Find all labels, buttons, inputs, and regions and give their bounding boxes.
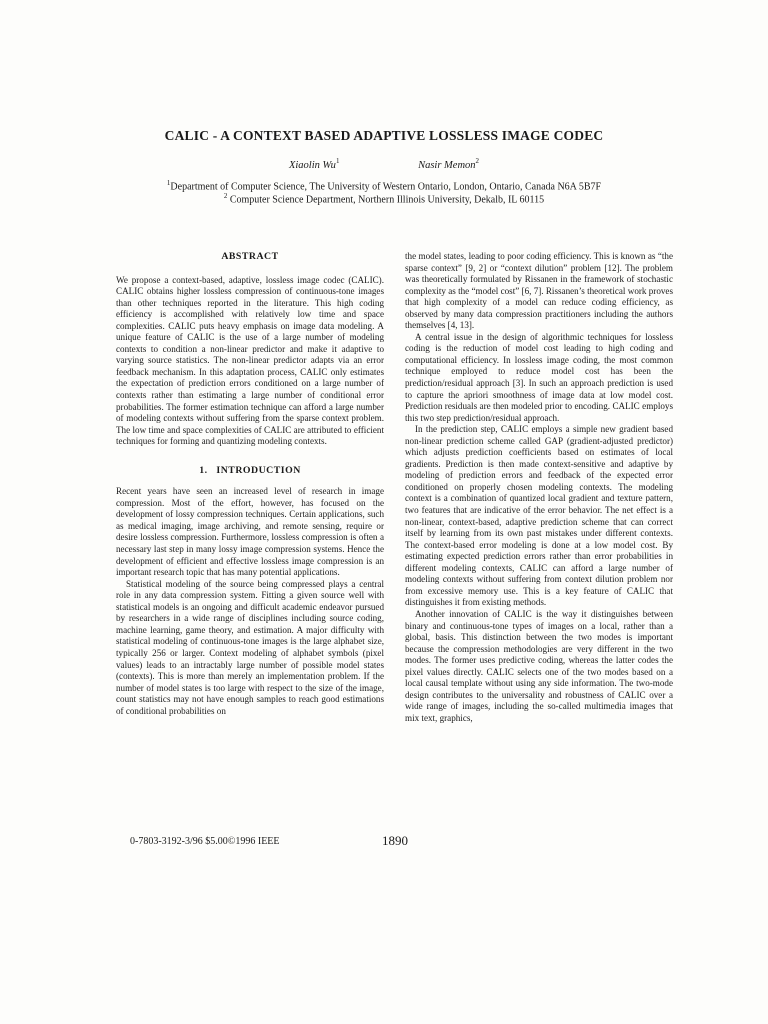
intro-paragraph: Statistical modeling of the source being compressed plays a central role in any data compression system. Fitting a given source well with statistical models is an ongoing and difficult academic endeavor pursued by researchers in a wide range of disciplines including source coding, machine learning, game theory, and estimation. A major difficulty with statistical modeling of continuous-tone images is the large alphabet size, typically 256 or larger. Context modeling of alphabet symbols (pixel values) leads to an intractably large number of possible model states (contexts). This is more than merely an implementation problem. If the number of model states is too large with respect to the size of the image, count statistics may not have enough samples to reach good estimations of conditional probabilities on	[116, 578, 384, 716]
abstract-text: We propose a context-based, adaptive, lossless image codec (CALIC). CALIC obtains higher lossless compression of continuous-tone images than other techniques reported in the literature. This high coding efficiency is accomplished with relatively low time and space complexities. CALIC puts heavy emphasis on image data modeling. A unique feature of CALIC is the use of a large number of modeling contexts to condition a non-linear predictor and make it adaptive to varying source statistics. The non-linear predictor adapts via an error feedback mechanism. In this adaptation process, CALIC only estimates the expectation of prediction errors conditioned on a large number of contexts rather than estimating a large number of conditional error probabilities. The former estimation technique can afford a large number of modeling contexts without suffering from the sparse context problem. The low time and space complexities of CALIC are attributed to efficient techniques for forming and quantizing modeling contexts.	[116, 274, 384, 447]
body-paragraph: In the prediction step, CALIC employs a simple new gradient based non-linear prediction scheme called GAP (gradient-adjusted predictor) which adjusts prediction coefficients based on estimates of local gradients. Prediction is then made context-sensitive and adaptive by modeling of prediction errors and feedback of the expected error conditioned on properly chosen modeling contexts. The modeling context is a combination of quantized local gradient and texture pattern, two features that are indicative of the error behavior. The net effect is a non-linear, context-based, adaptive prediction scheme that can correct itself by learning from its own past mistakes under different contexts. The context-based error modeling is done at a low model cost. By estimating expected prediction errors rather than error probabilities in different modeling contexts, CALIC can afford a large number of modeling contexts without suffering from context dilution problem nor from excessive memory use. This is a key feature of CALIC that distinguishes it from existing methods.	[405, 424, 673, 608]
affiliation-mark: 2	[223, 192, 228, 200]
page-number: 1890	[382, 833, 408, 848]
left-column	[116, 251, 384, 717]
right-column	[405, 251, 673, 724]
body-paragraph: A central issue in the design of algorithmic techniques for lossless coding is the reduction of model cost leading to high coding and computational efficiency. In lossless image coding, the most common technique employed to reduce model cost has been the prediction/residual approach [3]. In such an approach prediction is used to capture the apriori smoothness of image data at low model cost. Prediction residuals are then modeled prior to encoding. CALIC employs this two step prediction/residual approach.	[405, 331, 673, 423]
author-mark: 2	[475, 157, 480, 165]
body-paragraph: Another innovation of CALIC is the way it distinguishes between binary and continuous-tone types of images on a local, rather than a global, basis. This distinction between the two modes is important because the compression methodologies are very different in the two modes. The former uses predictive coding, whereas the latter codes the pixel values directly. CALIC selects one of the two modes based on a local causal template without using any side information. The two-mode design contributes to the universality and robustness of CALIC over a wide range of images, including the so-called multimedia images that mix text, graphics,	[405, 608, 673, 723]
affiliation-1	[0, 179, 768, 192]
author-name: Nasir Memon	[418, 159, 476, 171]
author-line	[0, 157, 768, 171]
author-1	[289, 157, 339, 171]
affiliation-mark: 1	[166, 179, 171, 187]
author-mark: 1	[335, 157, 340, 165]
author-name: Xiaolin Wu	[288, 159, 336, 171]
paper-title: CALIC - A CONTEXT BASED ADAPTIVE LOSSLESS IMAGE CODEC	[164, 128, 604, 143]
affiliation-text: Department of Computer Science, The University of Western Ontario, London, Ontario, Canada N6A 5B7F	[170, 181, 602, 193]
body-paragraph: the model states, leading to poor coding efficiency. This is known as “the sparse context” [9, 2] or “context dilution” problem [12]. The problem was theoretically formulated by Rissanen in the framework of stochastic complexity as the “model cost” [6, 7]. Rissanen’s theoretical work proves that high complexity of a model can reduce coding efficiency, as observed by many data compression practitioners including the authors themselves [4, 13].	[405, 251, 673, 331]
affiliation-2	[0, 192, 768, 205]
affiliation-text: Computer Science Department, Northern Illinois University, Dekalb, IL 60115	[227, 194, 545, 206]
footer-isbn: 0-7803-3192-3/96 $5.00©1996 IEEE	[130, 836, 280, 847]
introduction-heading: 1. INTRODUCTION	[199, 464, 301, 476]
abstract-heading: ABSTRACT	[221, 251, 279, 262]
intro-paragraph: Recent years have seen an increased level of research in image compression. Most of the effort, however, has focused on the development of lossy compression techniques. Certain applications, such as medical imaging, image archiving, and remote sensing, require or desire lossless compression. Furthermore, lossless compression is often a necessary last step in many lossy image compression systems. Hence the development of efficient and effective lossless image compression is an important research topic that has many potential applications.	[116, 486, 384, 578]
author-2	[418, 157, 479, 171]
